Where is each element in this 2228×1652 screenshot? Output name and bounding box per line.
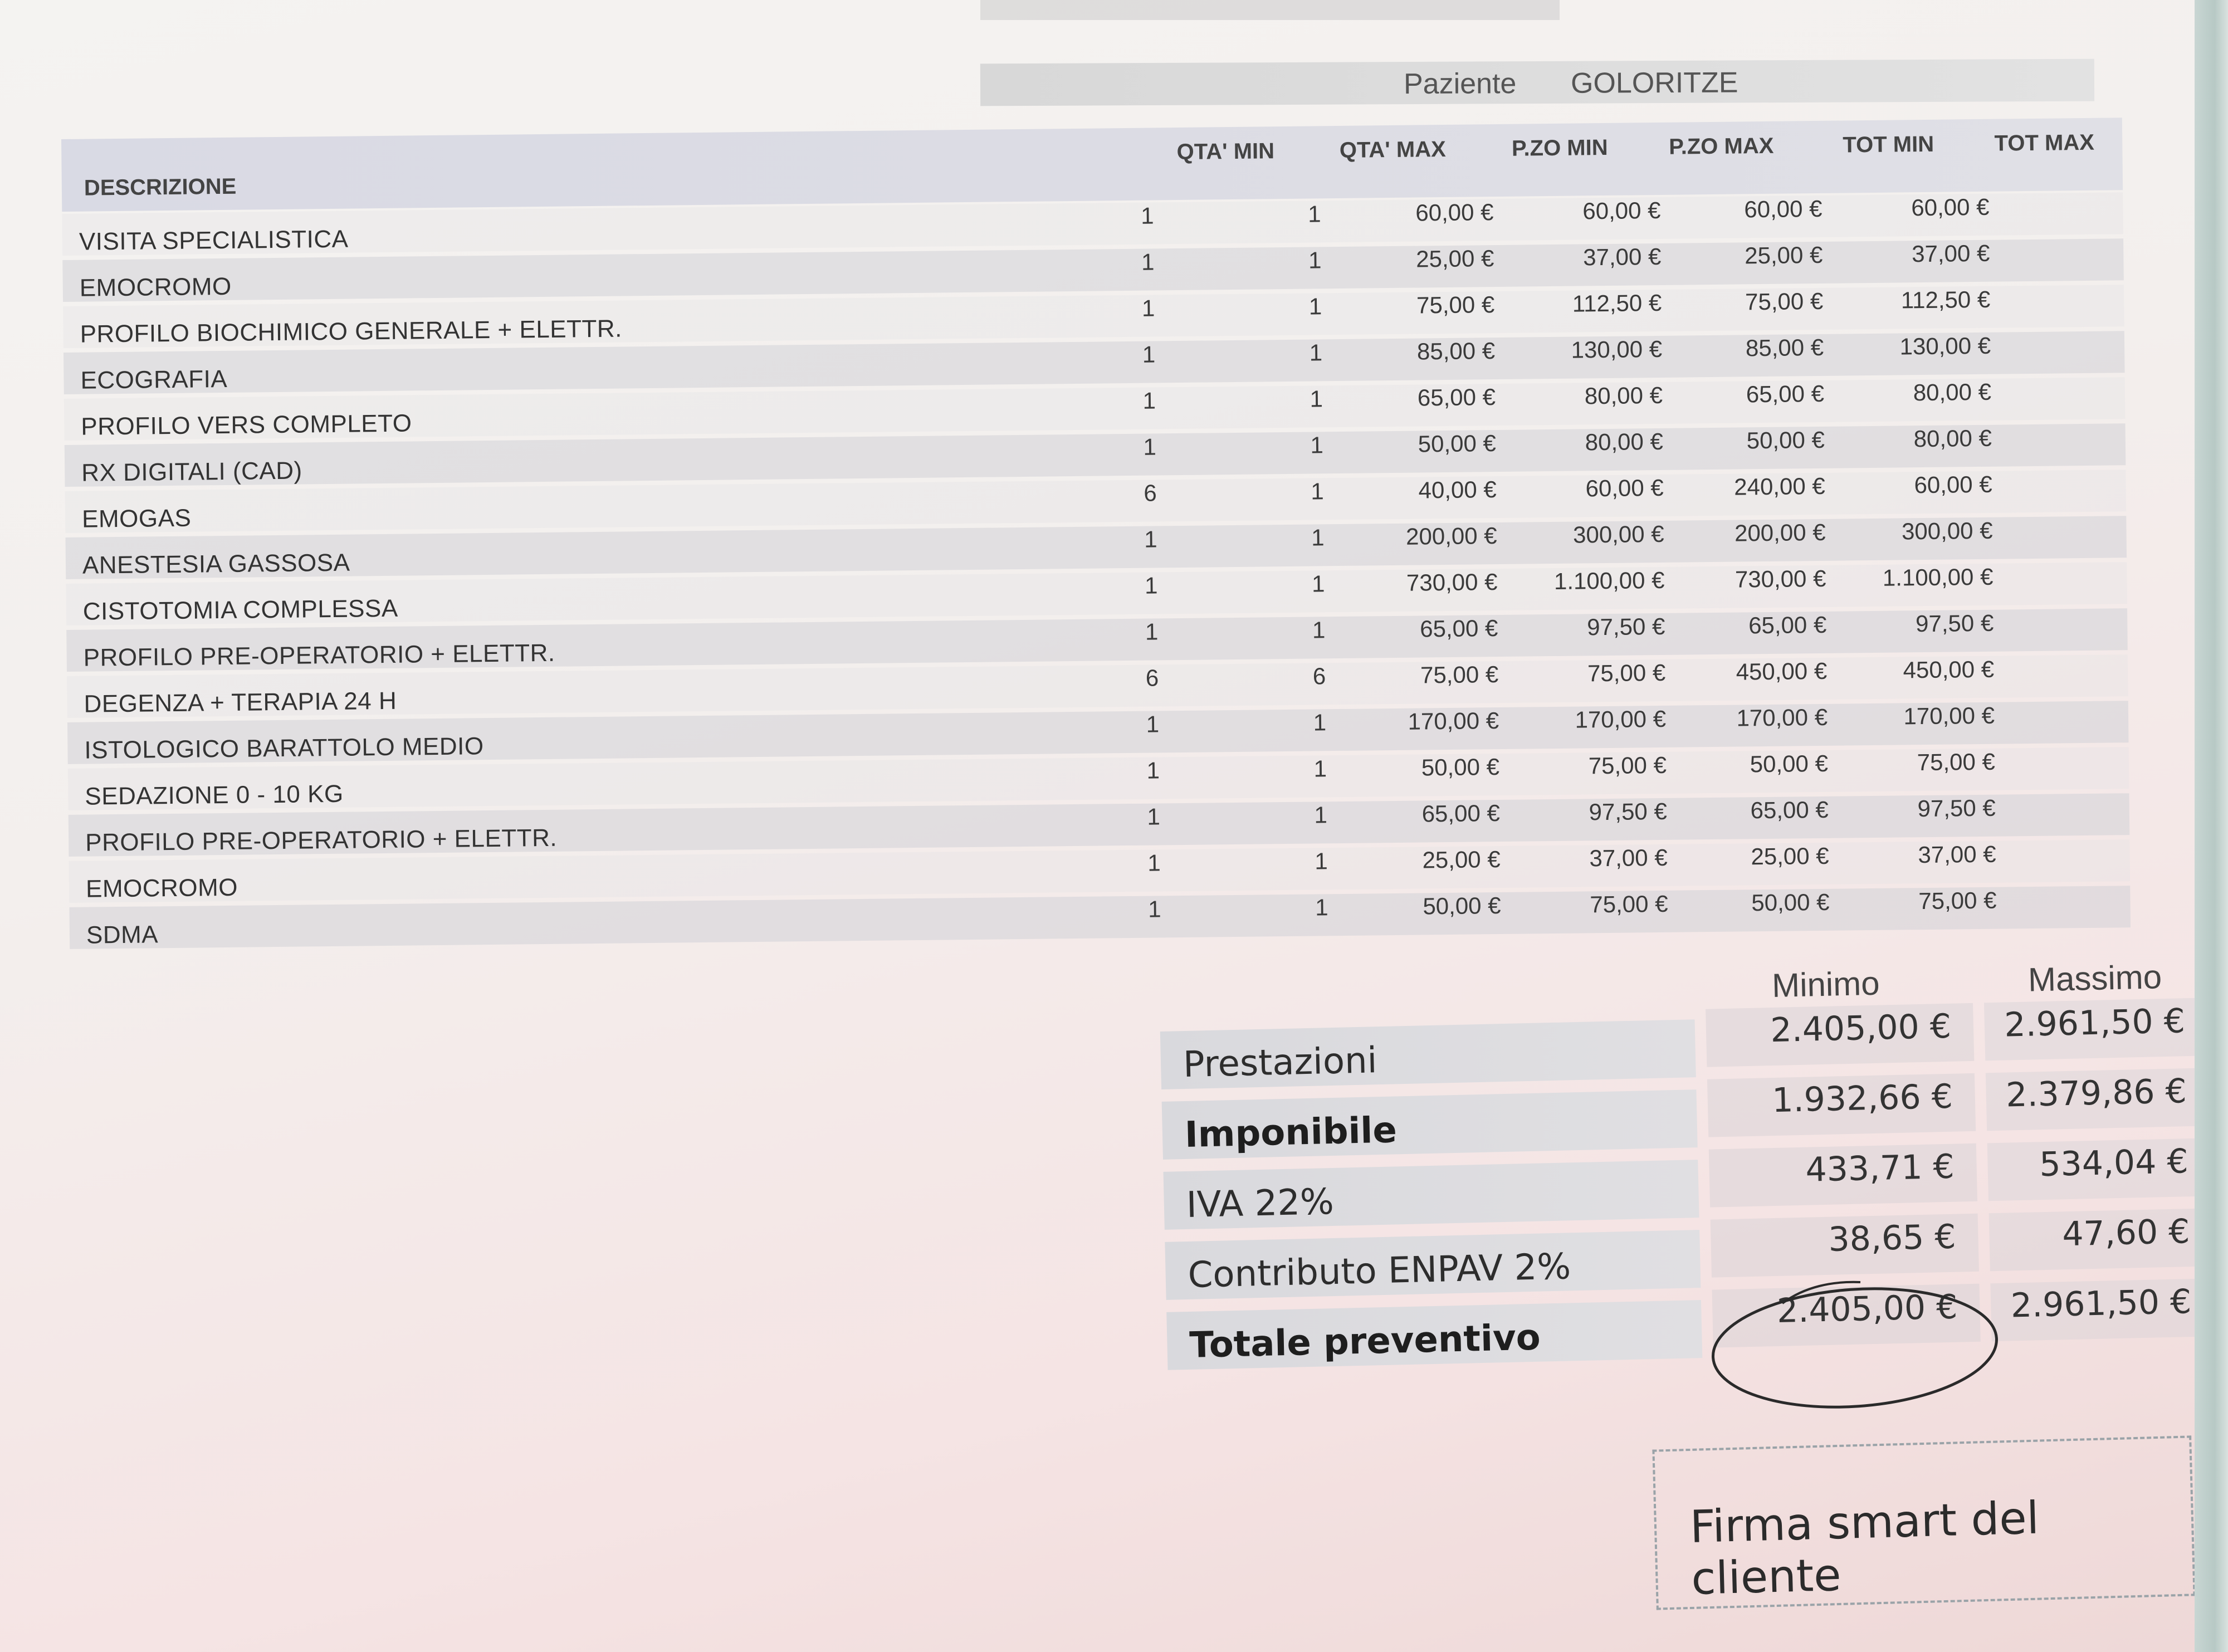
- row-description: PROFILO BIOCHIMICO GENERALE + ELETTR.: [80, 315, 623, 348]
- cell-tmin: 50,00 €: [1746, 426, 1825, 454]
- header-tot-max: TOT MAX: [1994, 130, 2095, 156]
- cell-tmax: 112,50 €: [1900, 286, 1991, 314]
- cell-pmin: 85,00 €: [1416, 338, 1496, 365]
- summary-col-min: Minimo: [1771, 964, 1880, 1005]
- cell-tmax: 130,00 €: [1899, 332, 1991, 360]
- summary-max-value: 2.961,50 €: [2010, 1282, 2192, 1326]
- cell-pmin: 25,00 €: [1415, 245, 1494, 272]
- summary-label: Imponibile: [1184, 1110, 1398, 1156]
- cell-qmin: 1: [1146, 711, 1160, 737]
- cell-tmax: 37,00 €: [1911, 240, 1990, 267]
- summary-label: Contributo ENPAV 2%: [1187, 1246, 1571, 1296]
- header-qty-max: QTA' MAX: [1339, 136, 1447, 163]
- cell-tmax: 1.100,00 €: [1882, 563, 1994, 591]
- patient-header: [980, 59, 2094, 106]
- cell-tmin: 50,00 €: [1751, 888, 1830, 916]
- row-description: ECOGRAFIA: [80, 365, 228, 394]
- cell-tmax: 450,00 €: [1903, 656, 1995, 683]
- cell-tmin: 75,00 €: [1745, 287, 1824, 315]
- cell-tmin: 450,00 €: [1736, 657, 1828, 685]
- cell-tmax: 75,00 €: [1918, 887, 1997, 915]
- cell-tmin: 65,00 €: [1750, 796, 1829, 824]
- summary-label: Totale preventivo: [1189, 1317, 1541, 1366]
- summary-label-cell: [1163, 1160, 1699, 1230]
- cell-qmin: 1: [1142, 341, 1156, 368]
- cell-pmax: 80,00 €: [1584, 382, 1663, 409]
- cell-pmax: 112,50 €: [1572, 289, 1662, 317]
- cell-pmin: 170,00 €: [1408, 707, 1499, 735]
- row-description: EMOCROMO: [85, 873, 238, 903]
- cell-pmin: 200,00 €: [1405, 522, 1497, 550]
- cell-pmax: 75,00 €: [1588, 751, 1667, 779]
- cell-qmax: 1: [1313, 709, 1327, 736]
- summary-max-value: 47,60 €: [2061, 1212, 2191, 1254]
- cell-qmin: 1: [1141, 295, 1155, 321]
- paper-edge-background: [2195, 0, 2228, 1652]
- cell-tmax: 80,00 €: [1913, 424, 1992, 452]
- cell-qmin: 6: [1144, 480, 1157, 506]
- cell-tmax: 170,00 €: [1903, 702, 1995, 730]
- cell-qmax: 1: [1315, 894, 1328, 921]
- summary-col-max: Massimo: [2027, 958, 2162, 999]
- summary-max-value: 534,04 €: [2039, 1142, 2189, 1185]
- cell-pmax: 37,00 €: [1589, 844, 1668, 872]
- row-description: PROFILO VERS COMPLETO: [81, 409, 412, 441]
- cell-pmax: 75,00 €: [1587, 659, 1666, 687]
- cell-tmax: 80,00 €: [1913, 378, 1992, 406]
- cell-qmax: 1: [1314, 801, 1328, 828]
- cell-qmin: 1: [1144, 572, 1158, 599]
- cell-pmin: 65,00 €: [1417, 384, 1496, 411]
- cell-pmax: 130,00 €: [1571, 335, 1663, 363]
- cell-pmin: 730,00 €: [1406, 569, 1498, 596]
- summary-min-value: 2.405,00 €: [1770, 1006, 1952, 1050]
- cell-pmin: 60,00 €: [1415, 199, 1494, 226]
- summary-max-value: 2.961,50 €: [2004, 1001, 2186, 1045]
- cell-tmin: 65,00 €: [1746, 380, 1825, 408]
- cell-qmax: 1: [1310, 385, 1323, 412]
- cell-qmax: 1: [1312, 617, 1326, 643]
- cell-pmin: 65,00 €: [1421, 800, 1501, 827]
- row-description: ANESTESIA GASSOSA: [82, 549, 350, 579]
- cell-tmax: 60,00 €: [1914, 471, 1992, 498]
- cell-pmin: 40,00 €: [1418, 476, 1497, 504]
- cell-qmax: 1: [1307, 201, 1321, 227]
- cell-qmin: 1: [1144, 526, 1157, 553]
- cell-qmin: 1: [1147, 803, 1161, 830]
- cell-pmin: 50,00 €: [1423, 892, 1501, 920]
- header-description: DESCRIZIONE: [84, 174, 237, 201]
- cell-qmin: 1: [1141, 248, 1155, 275]
- signature-label: Firma smart del cliente: [1689, 1492, 2040, 1605]
- cell-pmax: 60,00 €: [1585, 474, 1664, 502]
- cell-pmin: 75,00 €: [1420, 661, 1499, 688]
- cell-pmin: 50,00 €: [1421, 754, 1500, 781]
- cell-qmin: 1: [1145, 618, 1159, 645]
- cell-pmax: 97,50 €: [1586, 613, 1665, 641]
- cell-qmax: 1: [1311, 570, 1325, 597]
- summary-label-cell: [1166, 1300, 1702, 1370]
- cell-tmax: 300,00 €: [1901, 517, 1993, 545]
- cell-tmax: 97,50 €: [1917, 794, 1996, 822]
- cell-qmax: 1: [1315, 848, 1328, 874]
- cell-qmin: 1: [1147, 896, 1161, 922]
- cell-pmax: 60,00 €: [1582, 197, 1661, 224]
- cell-qmin: 1: [1143, 433, 1157, 460]
- cell-pmin: 65,00 €: [1419, 615, 1498, 642]
- header-qty-min: QTA' MIN: [1176, 139, 1275, 165]
- row-description: SEDAZIONE 0 - 10 KG: [85, 780, 344, 810]
- cell-pmax: 37,00 €: [1582, 243, 1662, 271]
- cell-pmax: 170,00 €: [1575, 705, 1667, 733]
- handwritten-circle: [1693, 1270, 2016, 1415]
- row-description: ISTOLOGICO BARATTOLO MEDIO: [84, 732, 484, 764]
- patient-name: GOLORITZE: [1570, 66, 1738, 100]
- header-price-min: P.ZO MIN: [1511, 135, 1608, 161]
- row-description: EMOCROMO: [79, 272, 232, 302]
- cell-qmax: 1: [1308, 293, 1322, 320]
- summary-label-cell: [1165, 1230, 1701, 1300]
- cell-qmax: 1: [1311, 524, 1325, 551]
- cell-qmax: 1: [1311, 478, 1324, 505]
- cell-tmin: 25,00 €: [1744, 241, 1823, 269]
- cell-tmax: 37,00 €: [1918, 840, 1996, 868]
- summary-min-value: 38,65 €: [1828, 1217, 1957, 1259]
- top-header-strip: [980, 0, 1560, 20]
- cell-tmax: 60,00 €: [1911, 193, 1990, 221]
- cell-pmin: 50,00 €: [1418, 430, 1497, 457]
- cell-qmin: 1: [1142, 387, 1156, 414]
- cell-tmin: 25,00 €: [1751, 842, 1829, 870]
- cell-pmax: 300,00 €: [1572, 520, 1664, 548]
- row-description: PROFILO PRE-OPERATORIO + ELETTR.: [83, 639, 555, 672]
- row-description: DEGENZA + TERAPIA 24 H: [84, 687, 397, 718]
- patient-label: Paziente: [1403, 67, 1517, 101]
- cell-qmin: 1: [1147, 849, 1161, 876]
- cell-tmin: 240,00 €: [1733, 472, 1825, 500]
- cell-qmax: 1: [1308, 247, 1322, 273]
- row-description: VISITA SPECIALISTICA: [79, 225, 349, 256]
- summary-label-cell: [1160, 1019, 1696, 1089]
- cell-qmin: 1: [1140, 202, 1154, 229]
- cell-pmin: 25,00 €: [1422, 846, 1501, 873]
- cell-tmax: 75,00 €: [1917, 748, 1996, 776]
- cell-qmax: 1: [1309, 339, 1323, 366]
- summary-body: [1160, 1001, 2203, 1376]
- services-table: [61, 118, 2131, 951]
- cell-qmax: 1: [1313, 755, 1327, 782]
- summary-min-value: 433,71 €: [1805, 1147, 1955, 1190]
- summary-label: IVA 22%: [1186, 1181, 1335, 1226]
- cell-pmin: 75,00 €: [1416, 291, 1495, 319]
- cell-tmin: 85,00 €: [1745, 334, 1824, 361]
- cell-qmin: 1: [1146, 757, 1160, 784]
- cell-qmin: 6: [1145, 664, 1159, 691]
- cell-tmin: 200,00 €: [1734, 519, 1826, 546]
- cell-pmax: 80,00 €: [1585, 428, 1664, 456]
- summary-min-value: 2.405,00 €: [1776, 1287, 1958, 1331]
- summary-label: Prestazioni: [1183, 1040, 1378, 1086]
- cell-pmax: 97,50 €: [1589, 798, 1668, 825]
- summary-label-cell: [1162, 1089, 1698, 1160]
- row-description: PROFILO PRE-OPERATORIO + ELETTR.: [85, 824, 558, 857]
- summary-min-value: 1.932,66 €: [1771, 1077, 1953, 1121]
- cell-tmin: 170,00 €: [1736, 703, 1828, 731]
- row-description: RX DIGITALI (CAD): [81, 457, 302, 487]
- row-description: SDMA: [86, 921, 159, 949]
- cell-qmax: 1: [1310, 432, 1324, 458]
- header-price-max: P.ZO MAX: [1668, 133, 1774, 159]
- cell-tmax: 97,50 €: [1915, 609, 1994, 637]
- cell-qmax: 6: [1312, 663, 1326, 690]
- table-body: [62, 190, 2131, 951]
- summary-table: [1159, 940, 2203, 1376]
- row-description: EMOGAS: [81, 504, 192, 533]
- signature-box[interactable]: [1652, 1435, 2195, 1610]
- cell-pmax: 75,00 €: [1590, 890, 1668, 918]
- cell-pmax: 1.100,00 €: [1553, 566, 1665, 594]
- header-tot-min: TOT MIN: [1843, 131, 1934, 158]
- cell-tmin: 65,00 €: [1748, 611, 1827, 639]
- row-description: CISTOTOMIA COMPLESSA: [82, 594, 398, 625]
- cell-tmin: 60,00 €: [1744, 195, 1823, 223]
- cell-tmin: 730,00 €: [1734, 565, 1826, 593]
- cell-tmin: 50,00 €: [1750, 750, 1829, 778]
- summary-max-value: 2.379,86 €: [2005, 1072, 2187, 1115]
